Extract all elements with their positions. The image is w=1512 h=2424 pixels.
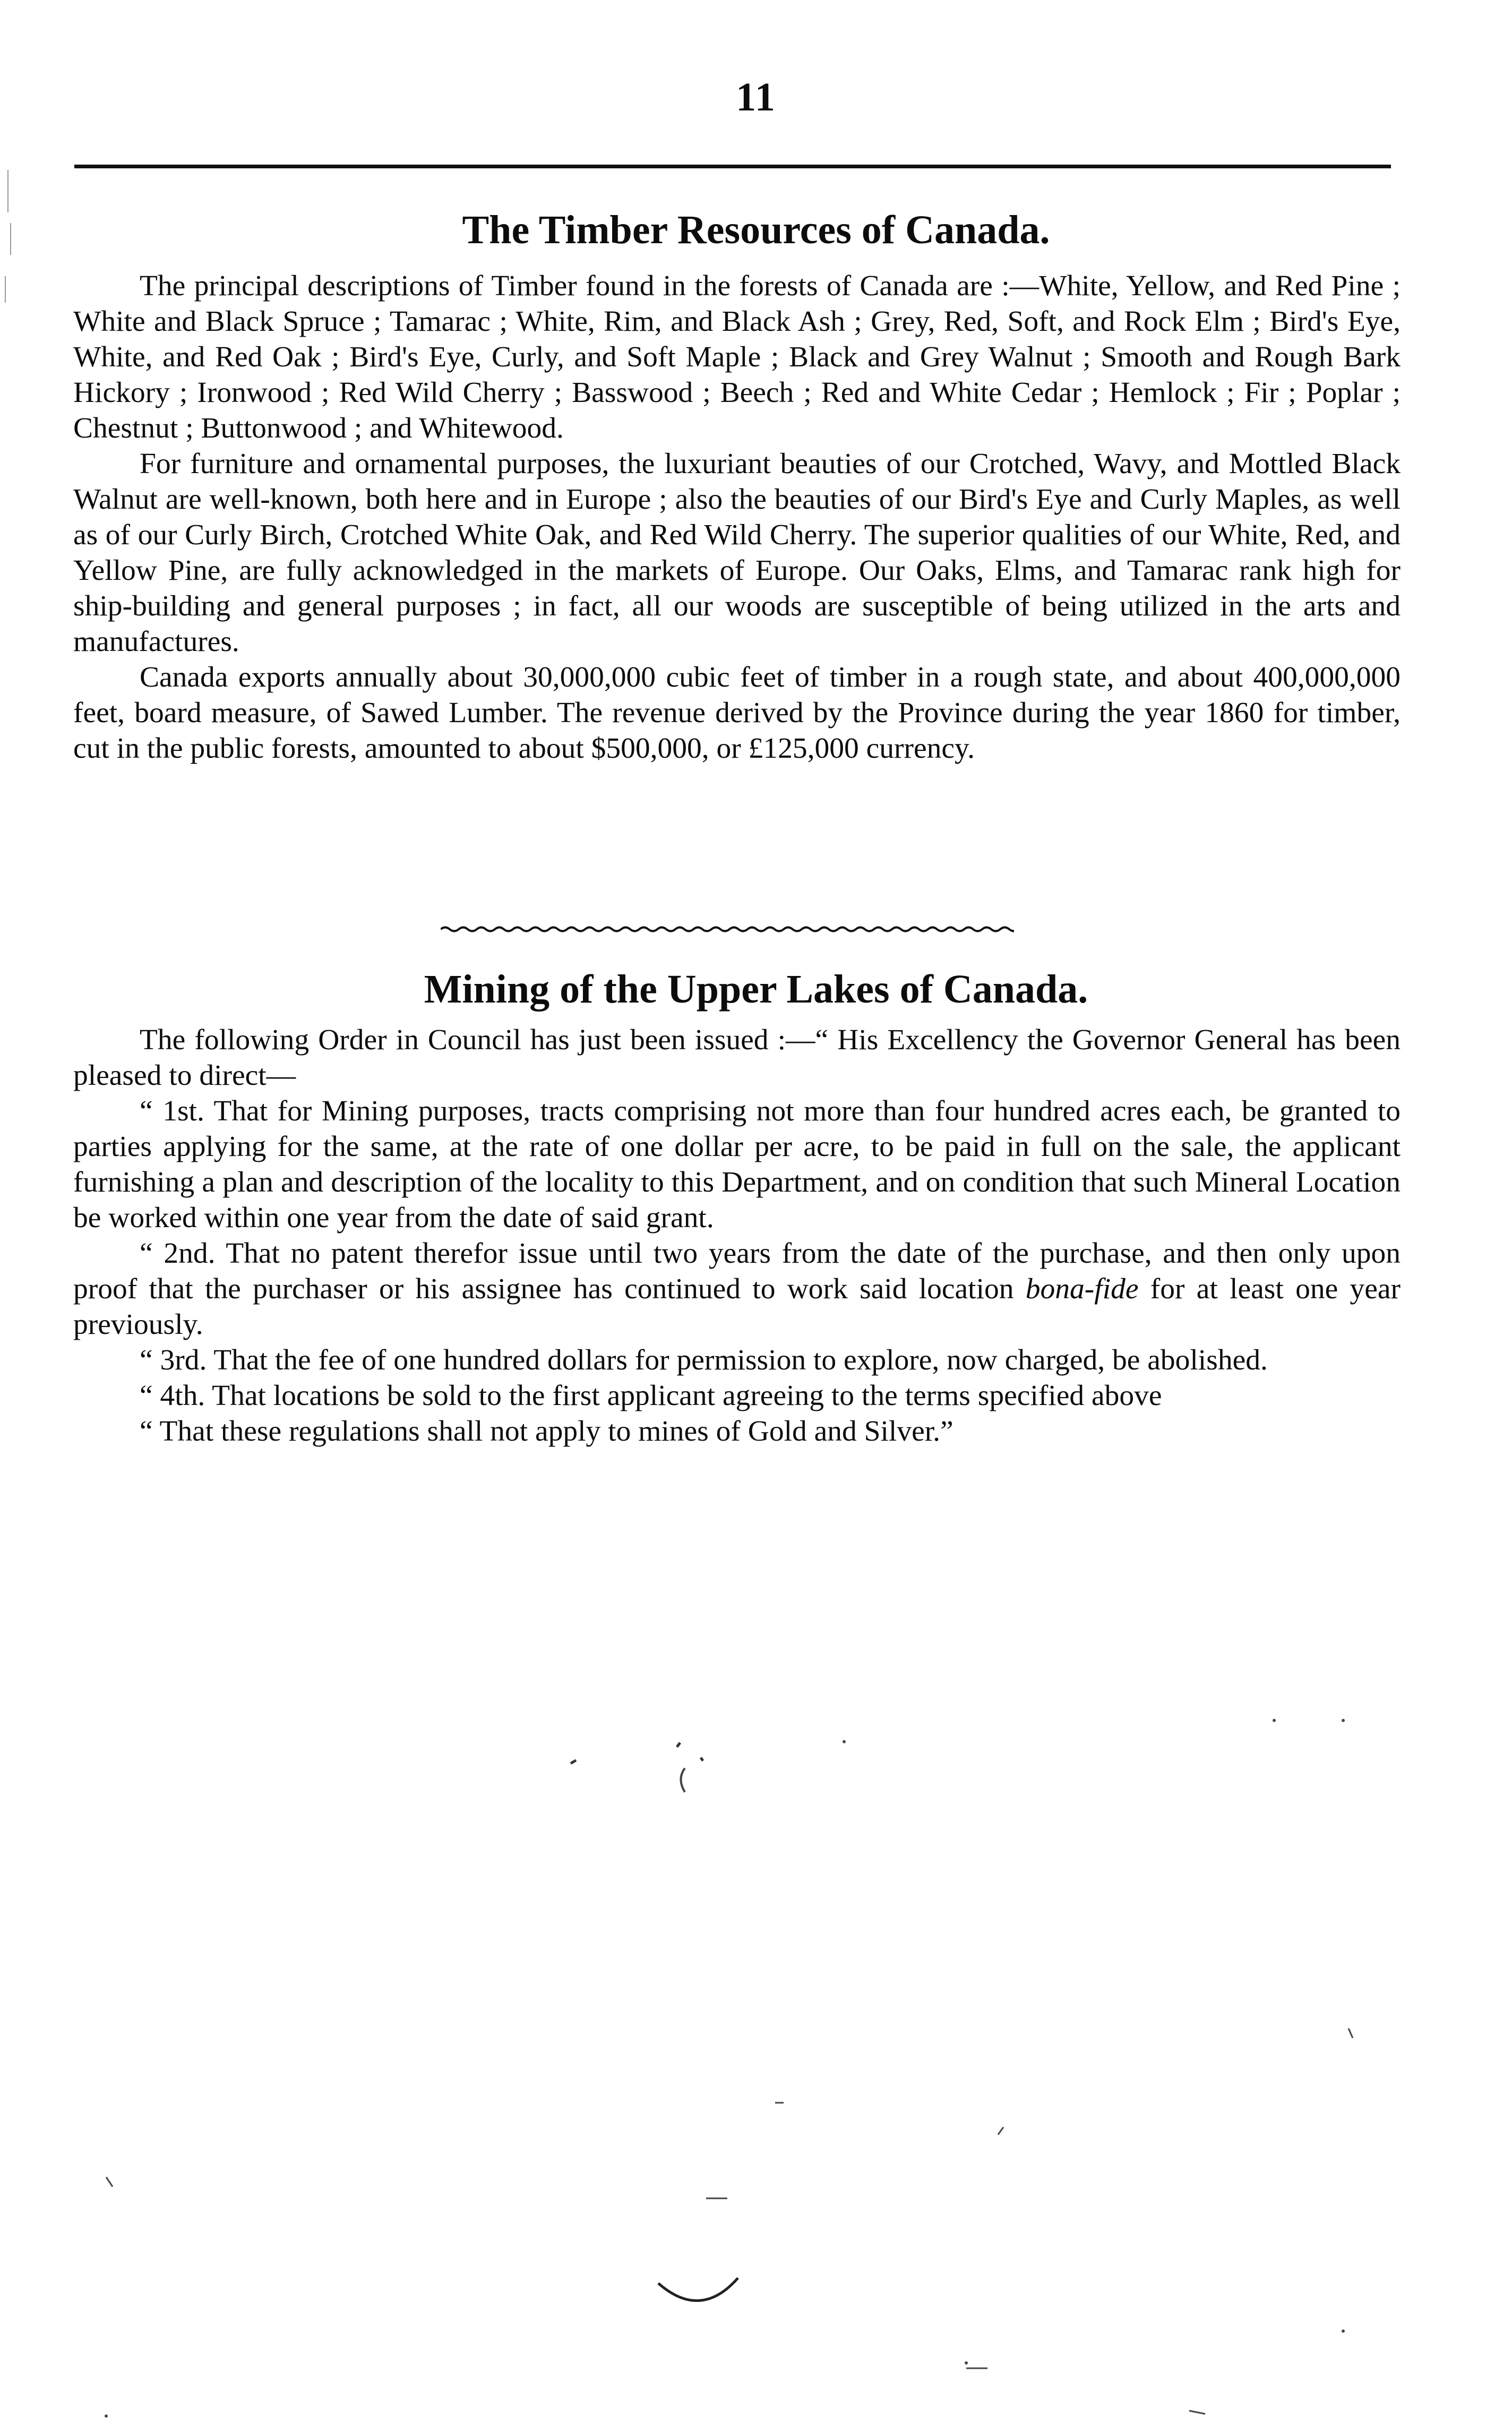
mining-intro-paragraph: The following Order in Council has just been issued :—“ His Excellency the Governor General has been pleased to direct— [73,1024,1401,1092]
mining-rule-3: “ 3rd. That the fee of one hundred dollars for permission to explore, now charged, be abolished. [140,1344,1268,1376]
page-number: 11 [736,75,776,119]
mining-rule-4: “ 4th. That locations be sold to the first applicant agreeing to the terms specified above [140,1380,1162,1412]
mining-rule-1: “ 1st. That for Mining purposes, tracts comprising not more than four hundred acres each, be granted to parties applying for the same, at the rate of one dollar per acre, to be paid in full on the sale, the applicant furnishing a plan and description of the locality to this Department, and on condition that such Mineral Location be worked within one year from the date of said grant. [73,1095,1401,1234]
header-rule [74,165,1391,168]
timber-paragraph-1: The principal descriptions of Timber found in the forests of Canada are :—White, Yellow, and Red Pine ; White and Black Spruce ; Tamarac ; White, Rim, and Black Ash ; Grey, Red, Soft, and Rock Elm ; Bird's Eye, White, and Red Oak ; Bird's Eye, Curly, and Soft Maple ; Black and Grey Walnut ; Smooth and Rough Bark Hickory ; Ironwood ; Red Wild Cherry ; Basswood ; Beech ; Red and White Cedar ; Hemlock ; Fir ; Poplar ; Chestnut ; Buttonwood ; and Whitewood. [73,270,1401,444]
mining-rule-2-text-b: for at least one year previously. [73,1273,1401,1341]
section-title-timber: The Timber Resources of Canada. [462,208,1050,252]
mining-rule-2-italic: bona-fide [1025,1273,1139,1305]
mining-rule-2-text-a: “ 2nd. That no patent therefor issue until two years from the date of the purchase, and then only upon proof that the purchaser or his assignee has continued to work said location [73,1237,1401,1305]
mining-regulations-note: “ That these regulations shall not apply to mines of Gold and Silver.” [140,1415,953,1447]
wavy-divider-ornament [441,923,1014,936]
mining-section-body [73,1022,1401,1449]
timber-paragraph-3: Canada exports annually about 30,000,000 cubic feet of timber in a rough state, and about 400,000,000 feet, board measure, of Sawed Lumber. The revenue derived by the Province during the year 1860 for timber, cut in the public forests, amounted to about $500,000, or £125,000 currency. [73,661,1401,765]
mining-rule-2 [73,1236,1401,1342]
timber-paragraph-2: For furniture and ornamental purposes, the luxuriant beauties of our Crotched, Wavy, and Mottled Black Walnut are well-known, both here and in Europe ; also the beauties of our Bird's Eye and Curly Maples, as well as of our Curly Birch, Crotched White Oak, and Red Wild Cherry. The superior qualities of our White, Red, and Yellow Pine, are fully acknowledged in the markets of Europe. Our Oaks, Elms, and Tamarac rank high for ship-building and general purposes ; in fact, all our woods are susceptible of being utilized in the arts and manufactures. [73,448,1401,658]
timber-section-body [73,268,1401,766]
section-title-mining: Mining of the Upper Lakes of Canada. [424,967,1088,1012]
